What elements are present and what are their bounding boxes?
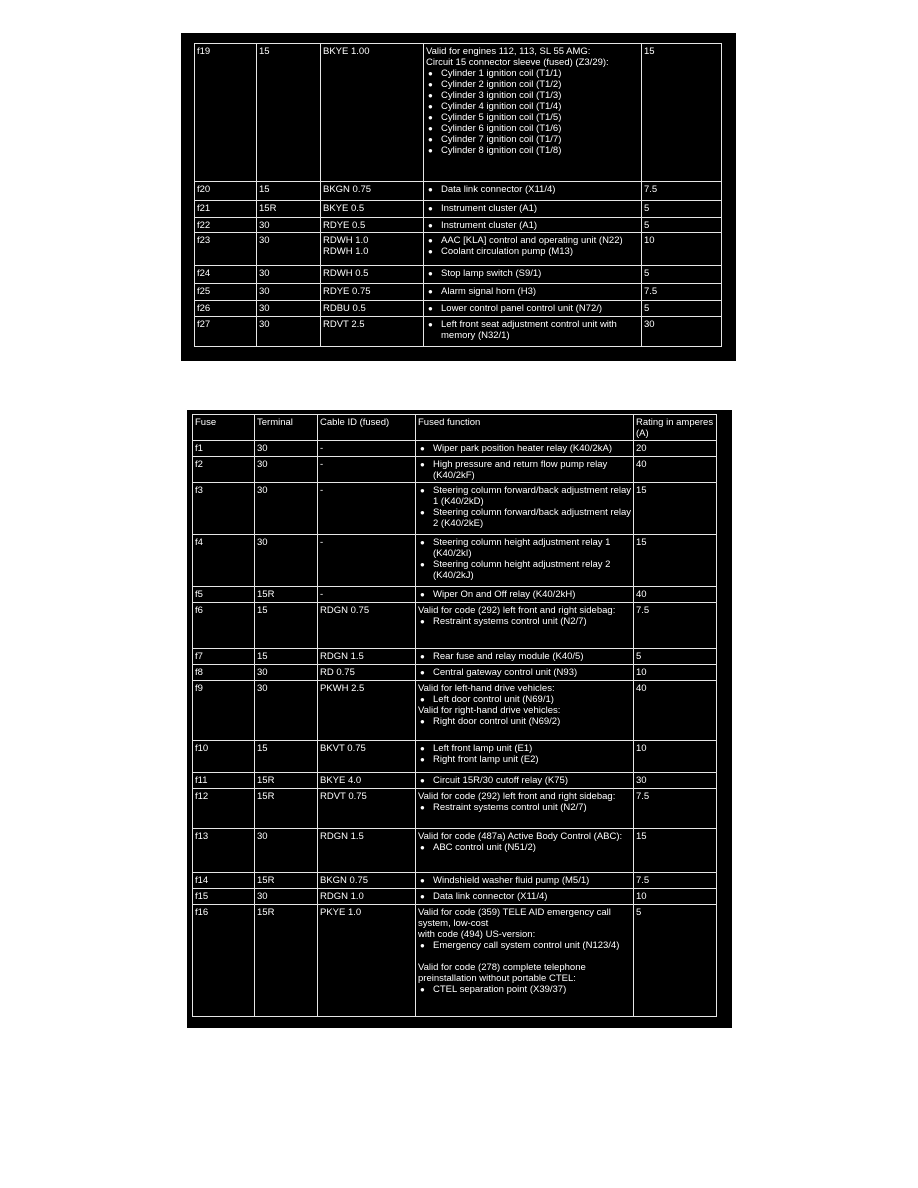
table-row xyxy=(193,773,717,789)
cable-cell: RDYE 0.5 xyxy=(321,218,424,233)
rating-cell: 5 xyxy=(642,301,722,317)
rating-cell: 7.5 xyxy=(642,182,722,201)
rating-cell: 15 xyxy=(642,44,722,182)
function-cell xyxy=(416,905,634,1017)
table-row xyxy=(193,741,717,773)
function-cell xyxy=(416,649,634,665)
terminal-cell: 15 xyxy=(255,603,318,649)
cable-cell: BKYE 4.0 xyxy=(318,773,416,789)
function-cell xyxy=(416,829,634,873)
list-item: ● Right door control unit (N69/2) xyxy=(418,716,631,727)
list-item: ● Rear fuse and relay module (K40/5) xyxy=(418,651,631,662)
list-item: ● Lower control panel control unit (N72/) xyxy=(426,303,639,314)
terminal-cell: 30 xyxy=(257,233,321,266)
list-item: ● Restraint systems control unit (N2/7) xyxy=(418,802,631,813)
table-row xyxy=(193,535,717,587)
rating-cell: 40 xyxy=(634,587,717,603)
function-text: with code (494) US-version: xyxy=(418,929,536,940)
function-cell xyxy=(416,741,634,773)
function-list xyxy=(418,589,631,600)
function-list xyxy=(426,235,639,257)
list-item: ● Instrument cluster (A1) xyxy=(426,203,639,214)
table-row xyxy=(193,483,717,535)
function-list xyxy=(418,716,631,727)
function-text: Valid for engines 112, 113, SL 55 AMG: xyxy=(426,46,591,57)
function-cell xyxy=(424,201,642,218)
function-cell xyxy=(424,182,642,201)
function-cell xyxy=(416,889,634,905)
list-item: ● Cylinder 8 ignition coil (T1/8) xyxy=(426,145,639,156)
fuse-cell: f24 xyxy=(195,266,257,284)
cable-cell: RDGN 0.75 xyxy=(318,603,416,649)
fuse-cell: f10 xyxy=(193,741,255,773)
rating-cell: 10 xyxy=(642,233,722,266)
rating-cell: 30 xyxy=(634,773,717,789)
function-list xyxy=(426,319,639,341)
list-item: ● Data link connector (X11/4) xyxy=(418,891,631,902)
terminal-cell: 15R xyxy=(255,587,318,603)
table-row xyxy=(195,233,722,266)
rating-cell: 15 xyxy=(634,483,717,535)
function-list xyxy=(418,667,631,678)
fuse-cell: f26 xyxy=(195,301,257,317)
cable-cell: - xyxy=(318,483,416,535)
function-cell xyxy=(424,44,642,182)
list-item: ● Windshield washer fluid pump (M5/1) xyxy=(418,875,631,886)
function-list xyxy=(426,184,639,195)
table-header-row xyxy=(193,415,717,441)
function-cell xyxy=(416,789,634,829)
terminal-cell: 15 xyxy=(257,182,321,201)
fuse-table-panel-top xyxy=(181,33,736,361)
table-row xyxy=(193,603,717,649)
list-item: ● Cylinder 1 ignition coil (T1/1) xyxy=(426,68,639,79)
function-cell xyxy=(416,535,634,587)
fuse-cell: f20 xyxy=(195,182,257,201)
rating-cell: 10 xyxy=(634,889,717,905)
terminal-cell: 30 xyxy=(255,889,318,905)
cable-cell: - xyxy=(318,587,416,603)
table-row xyxy=(195,44,722,182)
function-list xyxy=(418,743,631,765)
list-item: ● Steering column height adjustment relay 1 (K40/2kI) xyxy=(418,537,631,559)
fuse-cell: f23 xyxy=(195,233,257,266)
rating-cell: 20 xyxy=(634,441,717,457)
fuse-cell: f9 xyxy=(193,681,255,741)
function-list xyxy=(426,203,639,214)
header-fuse: Fuse xyxy=(193,415,255,441)
fuse-cell: f13 xyxy=(193,829,255,873)
table-row xyxy=(193,873,717,889)
list-item: ● Coolant circulation pump (M13) xyxy=(426,246,639,257)
list-item: ● Alarm signal horn (H3) xyxy=(426,286,639,297)
list-item: ● CTEL separation point (X39/37) xyxy=(418,984,631,995)
fuse-cell: f14 xyxy=(193,873,255,889)
function-cell xyxy=(424,266,642,284)
table-row xyxy=(195,218,722,233)
terminal-cell: 15R xyxy=(257,201,321,218)
function-list xyxy=(418,616,631,627)
cable-cell: RDBU 0.5 xyxy=(321,301,424,317)
cable-cell: - xyxy=(318,535,416,587)
list-item: ● Cylinder 6 ignition coil (T1/6) xyxy=(426,123,639,134)
function-list xyxy=(418,842,631,853)
fuse-cell: f19 xyxy=(195,44,257,182)
table-row xyxy=(193,889,717,905)
list-item: ● Cylinder 4 ignition coil (T1/4) xyxy=(426,101,639,112)
rating-cell: 5 xyxy=(642,201,722,218)
table-row xyxy=(193,665,717,681)
fuse-cell: f5 xyxy=(193,587,255,603)
header-function: Fused function xyxy=(416,415,634,441)
fuse-cell: f21 xyxy=(195,201,257,218)
rating-cell: 15 xyxy=(634,535,717,587)
fuse-cell: f3 xyxy=(193,483,255,535)
terminal-cell: 30 xyxy=(255,665,318,681)
fuse-table-top xyxy=(194,43,722,347)
function-list xyxy=(418,875,631,886)
cable-cell: RDYE 0.75 xyxy=(321,284,424,301)
function-list xyxy=(426,286,639,297)
fuse-cell: f25 xyxy=(195,284,257,301)
terminal-cell: 30 xyxy=(257,218,321,233)
rating-cell: 7.5 xyxy=(634,603,717,649)
fuse-cell: f7 xyxy=(193,649,255,665)
list-item: ● Left front lamp unit (E1) xyxy=(418,743,631,754)
rating-cell: 5 xyxy=(642,218,722,233)
terminal-cell: 30 xyxy=(257,266,321,284)
list-item: ● Restraint systems control unit (N2/7) xyxy=(418,616,631,627)
table-row xyxy=(195,182,722,201)
header-rating: Rating in amperes (A) xyxy=(634,415,717,441)
table-row xyxy=(193,587,717,603)
cable-cell: RDGN 1.5 xyxy=(318,649,416,665)
table-row xyxy=(193,681,717,741)
fuse-cell: f4 xyxy=(193,535,255,587)
list-item: ● Emergency call system control unit (N123/4) xyxy=(418,940,631,951)
list-item: ● Left door control unit (N69/1) xyxy=(418,694,631,705)
function-list xyxy=(426,303,639,314)
cable-cell: - xyxy=(318,457,416,483)
rating-cell: 15 xyxy=(634,829,717,873)
rating-cell: 7.5 xyxy=(634,789,717,829)
cable-cell: RDWH 1.0 RDWH 1.0 xyxy=(321,233,424,266)
fuse-cell: f15 xyxy=(193,889,255,905)
list-item: ● Wiper On and Off relay (K40/2kH) xyxy=(418,589,631,600)
rating-cell: 7.5 xyxy=(642,284,722,301)
table-row xyxy=(193,457,717,483)
terminal-cell: 15R xyxy=(255,873,318,889)
terminal-cell: 15R xyxy=(255,773,318,789)
terminal-cell: 30 xyxy=(255,457,318,483)
fuse-cell: f11 xyxy=(193,773,255,789)
function-cell xyxy=(416,665,634,681)
header-terminal: Terminal xyxy=(255,415,318,441)
fuse-cell: f1 xyxy=(193,441,255,457)
list-item: ● Cylinder 2 ignition coil (T1/2) xyxy=(426,79,639,90)
rating-cell: 30 xyxy=(642,317,722,347)
list-item: ● Cylinder 5 ignition coil (T1/5) xyxy=(426,112,639,123)
function-cell xyxy=(416,587,634,603)
function-cell xyxy=(424,218,642,233)
list-item: ● Steering column forward/back adjustment relay 1 (K40/2kD) xyxy=(418,485,631,507)
function-list xyxy=(418,940,631,951)
rating-cell: 10 xyxy=(634,665,717,681)
function-list xyxy=(418,651,631,662)
table-row xyxy=(195,301,722,317)
terminal-cell: 30 xyxy=(257,284,321,301)
fuse-cell: f12 xyxy=(193,789,255,829)
rating-cell: 5 xyxy=(634,905,717,1017)
list-item: ● Steering column forward/back adjustment relay 2 (K40/2kE) xyxy=(418,507,631,529)
list-item: ● Wiper park position heater relay (K40/2kA) xyxy=(418,443,631,454)
function-cell xyxy=(416,773,634,789)
table-row xyxy=(193,441,717,457)
fuse-cell: f27 xyxy=(195,317,257,347)
list-item: ● ABC control unit (N51/2) xyxy=(418,842,631,853)
list-item: ● Central gateway control unit (N93) xyxy=(418,667,631,678)
function-cell xyxy=(416,457,634,483)
terminal-cell: 30 xyxy=(257,317,321,347)
cable-cell: PKYE 1.0 xyxy=(318,905,416,1017)
function-list xyxy=(426,268,639,279)
list-item: ● High pressure and return flow pump relay (K40/2kF) xyxy=(418,459,631,481)
function-cell xyxy=(416,483,634,535)
terminal-cell: 30 xyxy=(257,301,321,317)
rating-cell: 40 xyxy=(634,681,717,741)
table-row xyxy=(193,789,717,829)
function-text: Valid for left-hand drive vehicles: xyxy=(418,683,555,694)
cable-cell: BKVT 0.75 xyxy=(318,741,416,773)
cable-cell: RDGN 1.0 xyxy=(318,889,416,905)
table-row xyxy=(193,829,717,873)
table-row xyxy=(195,266,722,284)
function-list xyxy=(418,984,631,995)
fuse-cell: f16 xyxy=(193,905,255,1017)
function-list xyxy=(418,459,631,481)
function-cell xyxy=(424,284,642,301)
table-row xyxy=(193,649,717,665)
terminal-cell: 30 xyxy=(255,681,318,741)
function-cell xyxy=(424,317,642,347)
fuse-table-bottom xyxy=(192,414,717,1017)
cable-cell: RDGN 1.5 xyxy=(318,829,416,873)
function-text: Valid for code (487a) Active Body Control (ABC): xyxy=(418,831,623,842)
header-cable: Cable ID (fused) xyxy=(318,415,416,441)
function-cell xyxy=(416,603,634,649)
function-text: Valid for code (292) left front and right sidebag: xyxy=(418,791,616,802)
terminal-cell: 15 xyxy=(257,44,321,182)
cable-cell: RDVT 0.75 xyxy=(318,789,416,829)
function-cell xyxy=(416,873,634,889)
function-list xyxy=(426,68,639,156)
table-row xyxy=(195,317,722,347)
function-list xyxy=(418,694,631,705)
terminal-cell: 15R xyxy=(255,789,318,829)
cable-cell: PKWH 2.5 xyxy=(318,681,416,741)
terminal-cell: 15 xyxy=(255,649,318,665)
rating-cell: 5 xyxy=(634,649,717,665)
function-text: Valid for code (359) TELE AID emergency call system, low-cost xyxy=(418,907,611,929)
table-row xyxy=(193,905,717,1017)
rating-cell: 5 xyxy=(642,266,722,284)
list-item: ● Data link connector (X11/4) xyxy=(426,184,639,195)
list-item: ● Circuit 15R/30 cutoff relay (K75) xyxy=(418,775,631,786)
terminal-cell: 30 xyxy=(255,483,318,535)
fuse-cell: f2 xyxy=(193,457,255,483)
function-text: Valid for code (278) complete telephone preinstallation without portable CTEL: xyxy=(418,962,586,984)
function-list xyxy=(418,891,631,902)
function-cell xyxy=(424,233,642,266)
fuse-cell: f8 xyxy=(193,665,255,681)
function-list xyxy=(426,220,639,231)
terminal-cell: 30 xyxy=(255,829,318,873)
terminal-cell: 15R xyxy=(255,905,318,1017)
function-cell xyxy=(424,301,642,317)
fuse-cell: f22 xyxy=(195,218,257,233)
table-row xyxy=(195,284,722,301)
function-text: Valid for right-hand drive vehicles: xyxy=(418,705,561,716)
cable-cell: - xyxy=(318,441,416,457)
rating-cell: 10 xyxy=(634,741,717,773)
function-cell xyxy=(416,681,634,741)
list-item: ● Cylinder 3 ignition coil (T1/3) xyxy=(426,90,639,101)
cable-cell: BKYE 1.00 xyxy=(321,44,424,182)
cable-cell: RDWH 0.5 xyxy=(321,266,424,284)
list-item: ● Instrument cluster (A1) xyxy=(426,220,639,231)
function-list xyxy=(418,537,631,581)
list-item: ● AAC [KLA] control and operating unit (N22) xyxy=(426,235,639,246)
rating-cell: 7.5 xyxy=(634,873,717,889)
cable-cell: BKGN 0.75 xyxy=(321,182,424,201)
fuse-table-panel-bottom xyxy=(187,410,732,1028)
fuse-cell: f6 xyxy=(193,603,255,649)
cable-cell: BKGN 0.75 xyxy=(318,873,416,889)
cable-cell: RDVT 2.5 xyxy=(321,317,424,347)
table-row xyxy=(195,201,722,218)
function-list xyxy=(418,485,631,529)
terminal-cell: 15 xyxy=(255,741,318,773)
function-text: Valid for code (292) left front and right sidebag: xyxy=(418,605,616,616)
rating-cell: 40 xyxy=(634,457,717,483)
list-item: ● Right front lamp unit (E2) xyxy=(418,754,631,765)
function-list xyxy=(418,443,631,454)
list-item: ● Stop lamp switch (S9/1) xyxy=(426,268,639,279)
cable-cell: RD 0.75 xyxy=(318,665,416,681)
list-item: ● Cylinder 7 ignition coil (T1/7) xyxy=(426,134,639,145)
list-item: ● Left front seat adjustment control unit with memory (N32/1) xyxy=(426,319,639,341)
function-cell xyxy=(416,441,634,457)
cable-cell: BKYE 0.5 xyxy=(321,201,424,218)
list-item: ● Steering column height adjustment relay 2 (K40/2kJ) xyxy=(418,559,631,581)
function-list xyxy=(418,775,631,786)
terminal-cell: 30 xyxy=(255,441,318,457)
function-text: Circuit 15 connector sleeve (fused) (Z3/29): xyxy=(426,57,609,68)
terminal-cell: 30 xyxy=(255,535,318,587)
function-list xyxy=(418,802,631,813)
